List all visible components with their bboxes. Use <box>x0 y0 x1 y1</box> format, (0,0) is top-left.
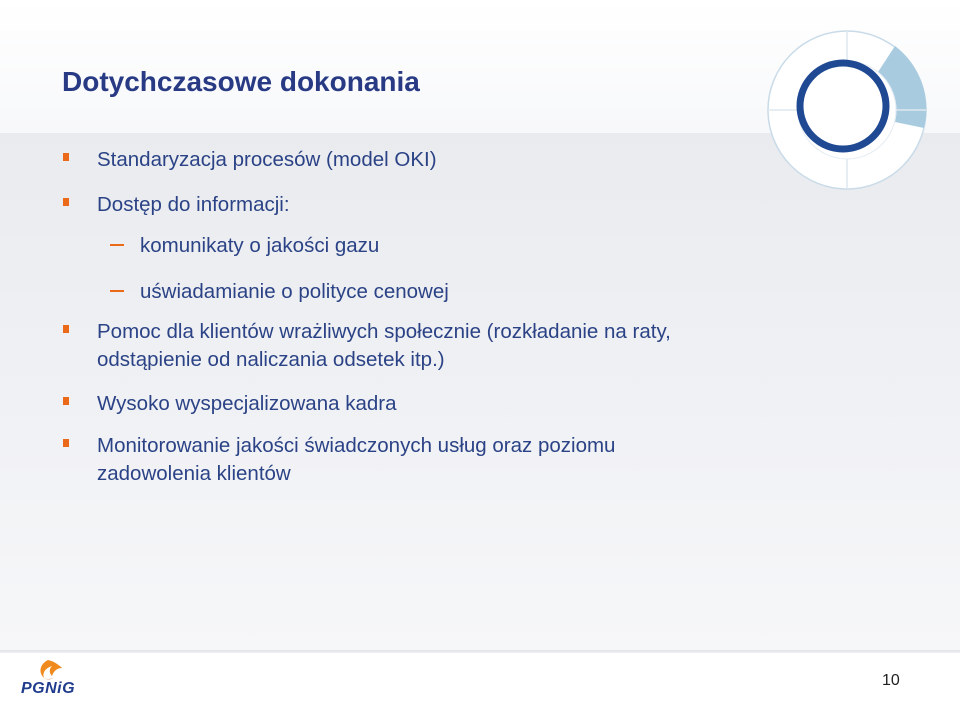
bullet-marker-icon <box>63 153 69 161</box>
sub-bullet-item: uświadamianie o polityce cenowej <box>140 280 449 303</box>
bullet-item: Standaryzacja procesów (model OKI) <box>97 148 437 171</box>
page-number: 10 <box>882 672 900 689</box>
bullet-marker-icon <box>63 439 69 447</box>
sub-bullet-dash-icon <box>110 290 124 292</box>
bullet-item-line: Pomoc dla klientów wrażliwych społecznie (rozkładanie na raty, <box>97 320 671 343</box>
sub-bullet-item: komunikaty o jakości gazu <box>140 234 380 257</box>
logo-wordmark: PGNiG <box>21 680 76 697</box>
bullet-marker-icon <box>63 198 69 206</box>
bullet-marker-icon <box>63 397 69 405</box>
bullet-item: Dostęp do informacji: <box>97 193 290 216</box>
slide-title: Dotychczasowe dokonania <box>62 66 420 97</box>
bullet-item-line: Monitorowanie jakości świadczonych usług oraz poziomu <box>97 434 616 457</box>
bullet-item: Wysoko wyspecjalizowana kadra <box>97 392 397 415</box>
bullet-item-line: odstąpienie od naliczania odsetek itp.) <box>97 348 445 371</box>
sub-bullet-dash-icon <box>110 244 124 246</box>
bullet-marker-icon <box>63 325 69 333</box>
bullet-item-line: zadowolenia klientów <box>97 462 291 485</box>
